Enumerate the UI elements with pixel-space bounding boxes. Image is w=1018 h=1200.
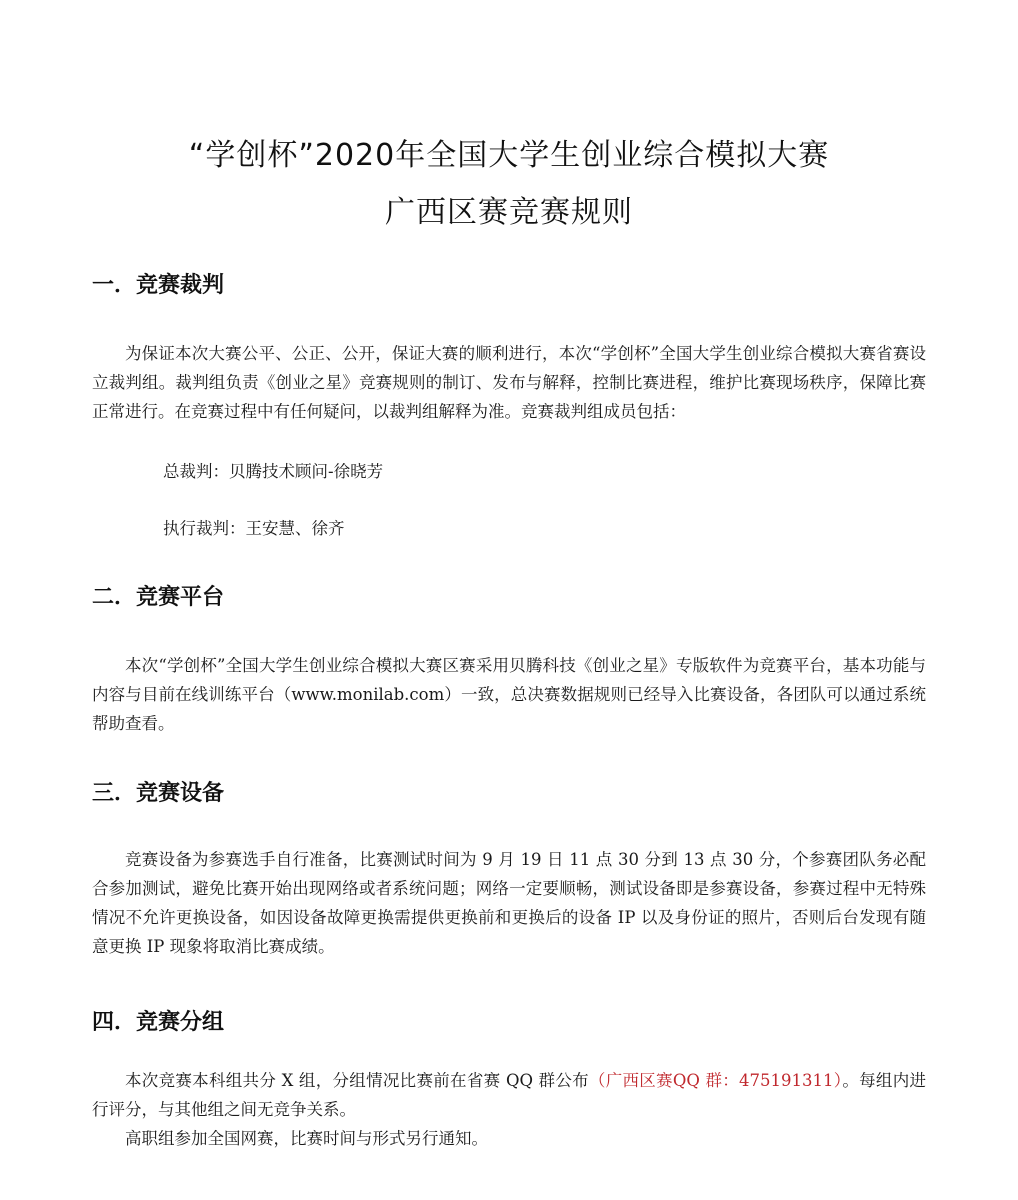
section-heading-platform: 二．竞赛平台: [92, 585, 225, 610]
document-subtitle: 广西区赛竞赛规则: [385, 195, 633, 230]
grouping-text-part2: 。每组内进行评分，与其他组之间无竞争关系。: [92, 1071, 927, 1119]
section-paragraph-grouping: [92, 1066, 926, 1124]
section-paragraph-equipment: 竞赛设备为参赛选手自行准备，比赛测试时间为 9 月 19 日 11 点 30 分到 13 点 30 分，个参赛团队务必配合参加测试，避免比赛开始出现网络或者系统问题；网络一定要顺畅，测试设备即是参赛设备，参赛过程中无特殊情况不允许更换设备，如因设备故障更换需提供更换前和更换后的设备 IP 以及身份证的照片，否则后台发现有随意更换 IP 现象将取消比赛成绩。: [92, 850, 926, 956]
section-heading-judges: 一．竞赛裁判: [92, 273, 225, 298]
document-title: “学创杯”2020年全国大学生创业综合模拟大赛: [188, 138, 830, 173]
executive-judges-line: 执行裁判：王安慧、徐齐: [163, 519, 345, 538]
grouping-text-part1: 本次竞赛本科组共分 X 组，分组情况比赛前在省赛 QQ 群公布: [125, 1071, 589, 1090]
vocational-note: 高职组参加全国网赛，比赛时间与形式另行通知。: [125, 1129, 488, 1148]
section-paragraph-platform: 本次“学创杯”全国大学生创业综合模拟大赛区赛采用贝腾科技《创业之星》专版软件为竞赛平台，基本功能与内容与目前在线训练平台（www.monilab.com）一致，总决赛数据规则已经导入比赛设备，各团队可以通过系统帮助查看。: [92, 656, 926, 733]
section-heading-equipment: 三．竞赛设备: [92, 781, 225, 806]
chief-judge-line: 总裁判：贝腾技术顾问-徐晓芳: [163, 462, 384, 481]
section-paragraph-judges: 为保证本次大赛公平、公正、公开，保证大赛的顺利进行，本次“学创杯”全国大学生创业综合模拟大赛省赛设立裁判组。裁判组负责《创业之星》竞赛规则的制订、发布与解释，控制比赛进程，维护比赛现场秩序，保障比赛正常进行。在竞赛过程中有任何疑问，以裁判组解释为准。竞赛裁判组成员包括：: [92, 344, 926, 421]
qq-group-highlight: （广西区赛QQ 群：475191311）: [588, 1071, 843, 1090]
section-heading-grouping: 四．竞赛分组: [92, 1010, 225, 1035]
